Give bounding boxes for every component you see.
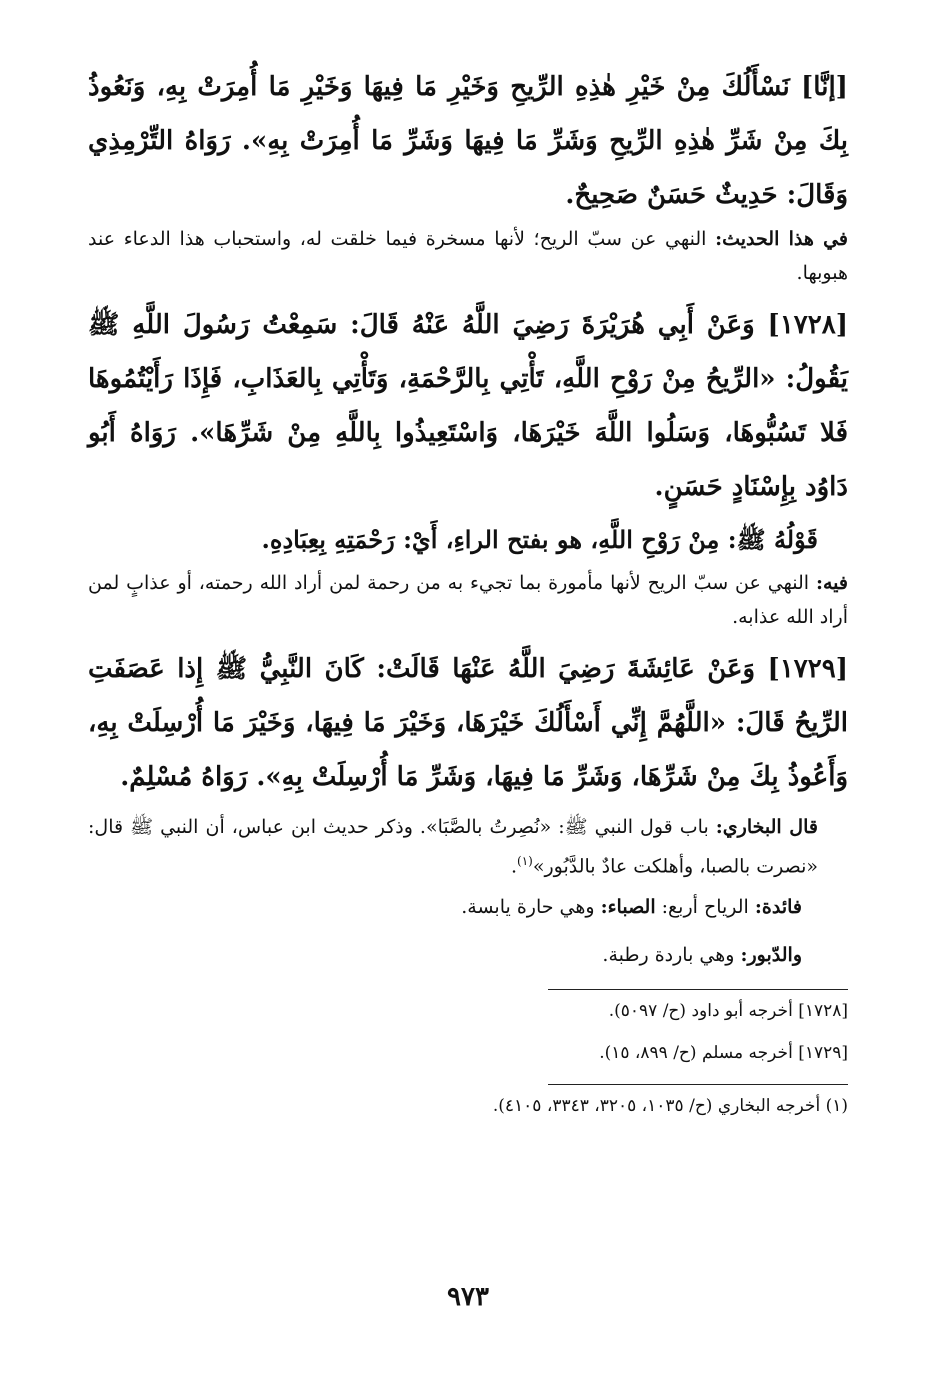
note-label: فيه:: [815, 572, 848, 594]
hadith-1729-paragraph: [١٧٢٩] وَعَنْ عَائِشَةَ رَضِيَ اللَّهُ عَنْهَا قَالَتْ: كَانَ النَّبِيُّ ﷺ إِذا عَصَفَتِ الرِّيحُ قَالَ: «اللَّهُمَّ إِنِّي أَسْأَلُكَ خَيْرَهَا، وَخَيْرَ مَا فِيهَا، وَخَيْرَ مَا أُرْسِلَتْ بِهِ، وَأَعُوذُ بِكَ مِنْ شَرِّهَا، وَشَرِّ مَا فِيهَا، وَشَرِّ مَا أُرْسِلَتْ بِهِ». رَوَاهُ مُسْلِمٌ.: [88, 654, 848, 792]
hadith-continuation-paragraph: [إنَّا] نَسْأَلُكَ مِنْ خَيْرِ هٰذِهِ الرِّيحِ وَخَيْرِ مَا فِيهَا وَخَيْرِ مَا أُمِرَتْ بِهِ، وَنَعُوذُ بِكَ مِنْ شَرِّ هٰذِهِ الرِّيحِ وَشَرِّ مَا فِيهَا وَشَرِّ مَا أُمِرَتْ بِهِ». رَوَاهُ التِّرْمِذِي وَقَالَ: حَدِيثٌ حَسَنٌ صَحِيحٌ.: [88, 72, 848, 210]
wind-name-saba: الصباء:: [600, 896, 656, 919]
footnote-1: (١) أخرجه البخاري (ح/ ١٠٣٥، ٣٢٠٥، ٣٣٤٣، ٤١٠٥).: [492, 1096, 848, 1117]
footnote-reference: (١): [517, 854, 533, 868]
note-text: النهي عن سبّ الريح لأنها مأمورة بما تجيء به من رحمة لمن أراد الله رحمته، أو عذابٍ لمن أراد الله عذابه.: [88, 572, 848, 628]
note-end: .: [510, 855, 517, 878]
note-label: في هذا الحديث:: [715, 228, 848, 250]
wind-desc-dabur: وهي باردة رطبة.: [602, 944, 741, 967]
note-text: باب قول النبي ﷺ: «نُصِرتُ بالصَّبَا». وذكر حديث ابن عباس، أن النبي ﷺ قال: «نصرت بالصبا، وأهلكت عادٌ بالدَّبُور»: [88, 816, 818, 878]
note-text: النهي عن سبّ الريح؛ لأنها مسخرة فيما خلقت له، واستحباب هذا الدعاء عند هبوبها.: [88, 228, 848, 284]
book-page: [88, 60, 848, 1127]
commentary-note: [88, 222, 848, 290]
benefit-line: [88, 931, 848, 979]
commentary-note: [88, 566, 848, 634]
footnote-1728: [١٧٢٨] أخرجه أبو داود (ح/ ٥٠٩٧).: [608, 1001, 848, 1022]
wind-desc-saba: وهي حارة يابسة.: [461, 896, 601, 919]
hadith-1728-paragraph: [١٧٢٨] وَعَنْ أَبِي هُرَيْرَةَ رَضِيَ اللَّهُ عَنْهُ قَالَ: سَمِعْتُ رَسُولَ اللَّهِ ﷺ يَقُولُ: «الرِّيحُ مِنْ رَوْحِ اللَّهِ، تَأْتِي بِالرَّحْمَةِ، وَتَأْتِي بِالعَذَابِ، فَإِذَا رَأَيْتُمُوهَا فَلا تَسُبُّوهَا، وَسَلُوا اللَّهَ خَيْرَهَا، وَاسْتَعِيذُوا بِاللَّهِ مِنْ شَرِّهَا». رَوَاهُ أَبُو دَاوُد بِإِسْنَادٍ حَسَنٍ.: [88, 310, 848, 502]
benefit-text: الرياح أربع:: [655, 896, 755, 919]
benefit-label: فائدة:: [754, 896, 802, 919]
commentary-note: [88, 810, 848, 883]
benefit-line: [88, 883, 848, 931]
page-number: ٩٧٣: [447, 1282, 489, 1312]
note-label: قال البخاري:: [715, 816, 818, 838]
wind-name-dabur: والدّبور:: [740, 944, 802, 967]
footnote-1729: [١٧٢٩] أخرجه مسلم (ح/ ٨٩٩، ١٥).: [599, 1043, 848, 1064]
hadith-1728-explanation: قَوْلُهُ ﷺ: مِنْ رَوْحِ اللَّهِ، هو بفتح الراءِ، أَيْ: رَحْمَتِهِ بِعِبَادِهِ.: [261, 525, 818, 554]
